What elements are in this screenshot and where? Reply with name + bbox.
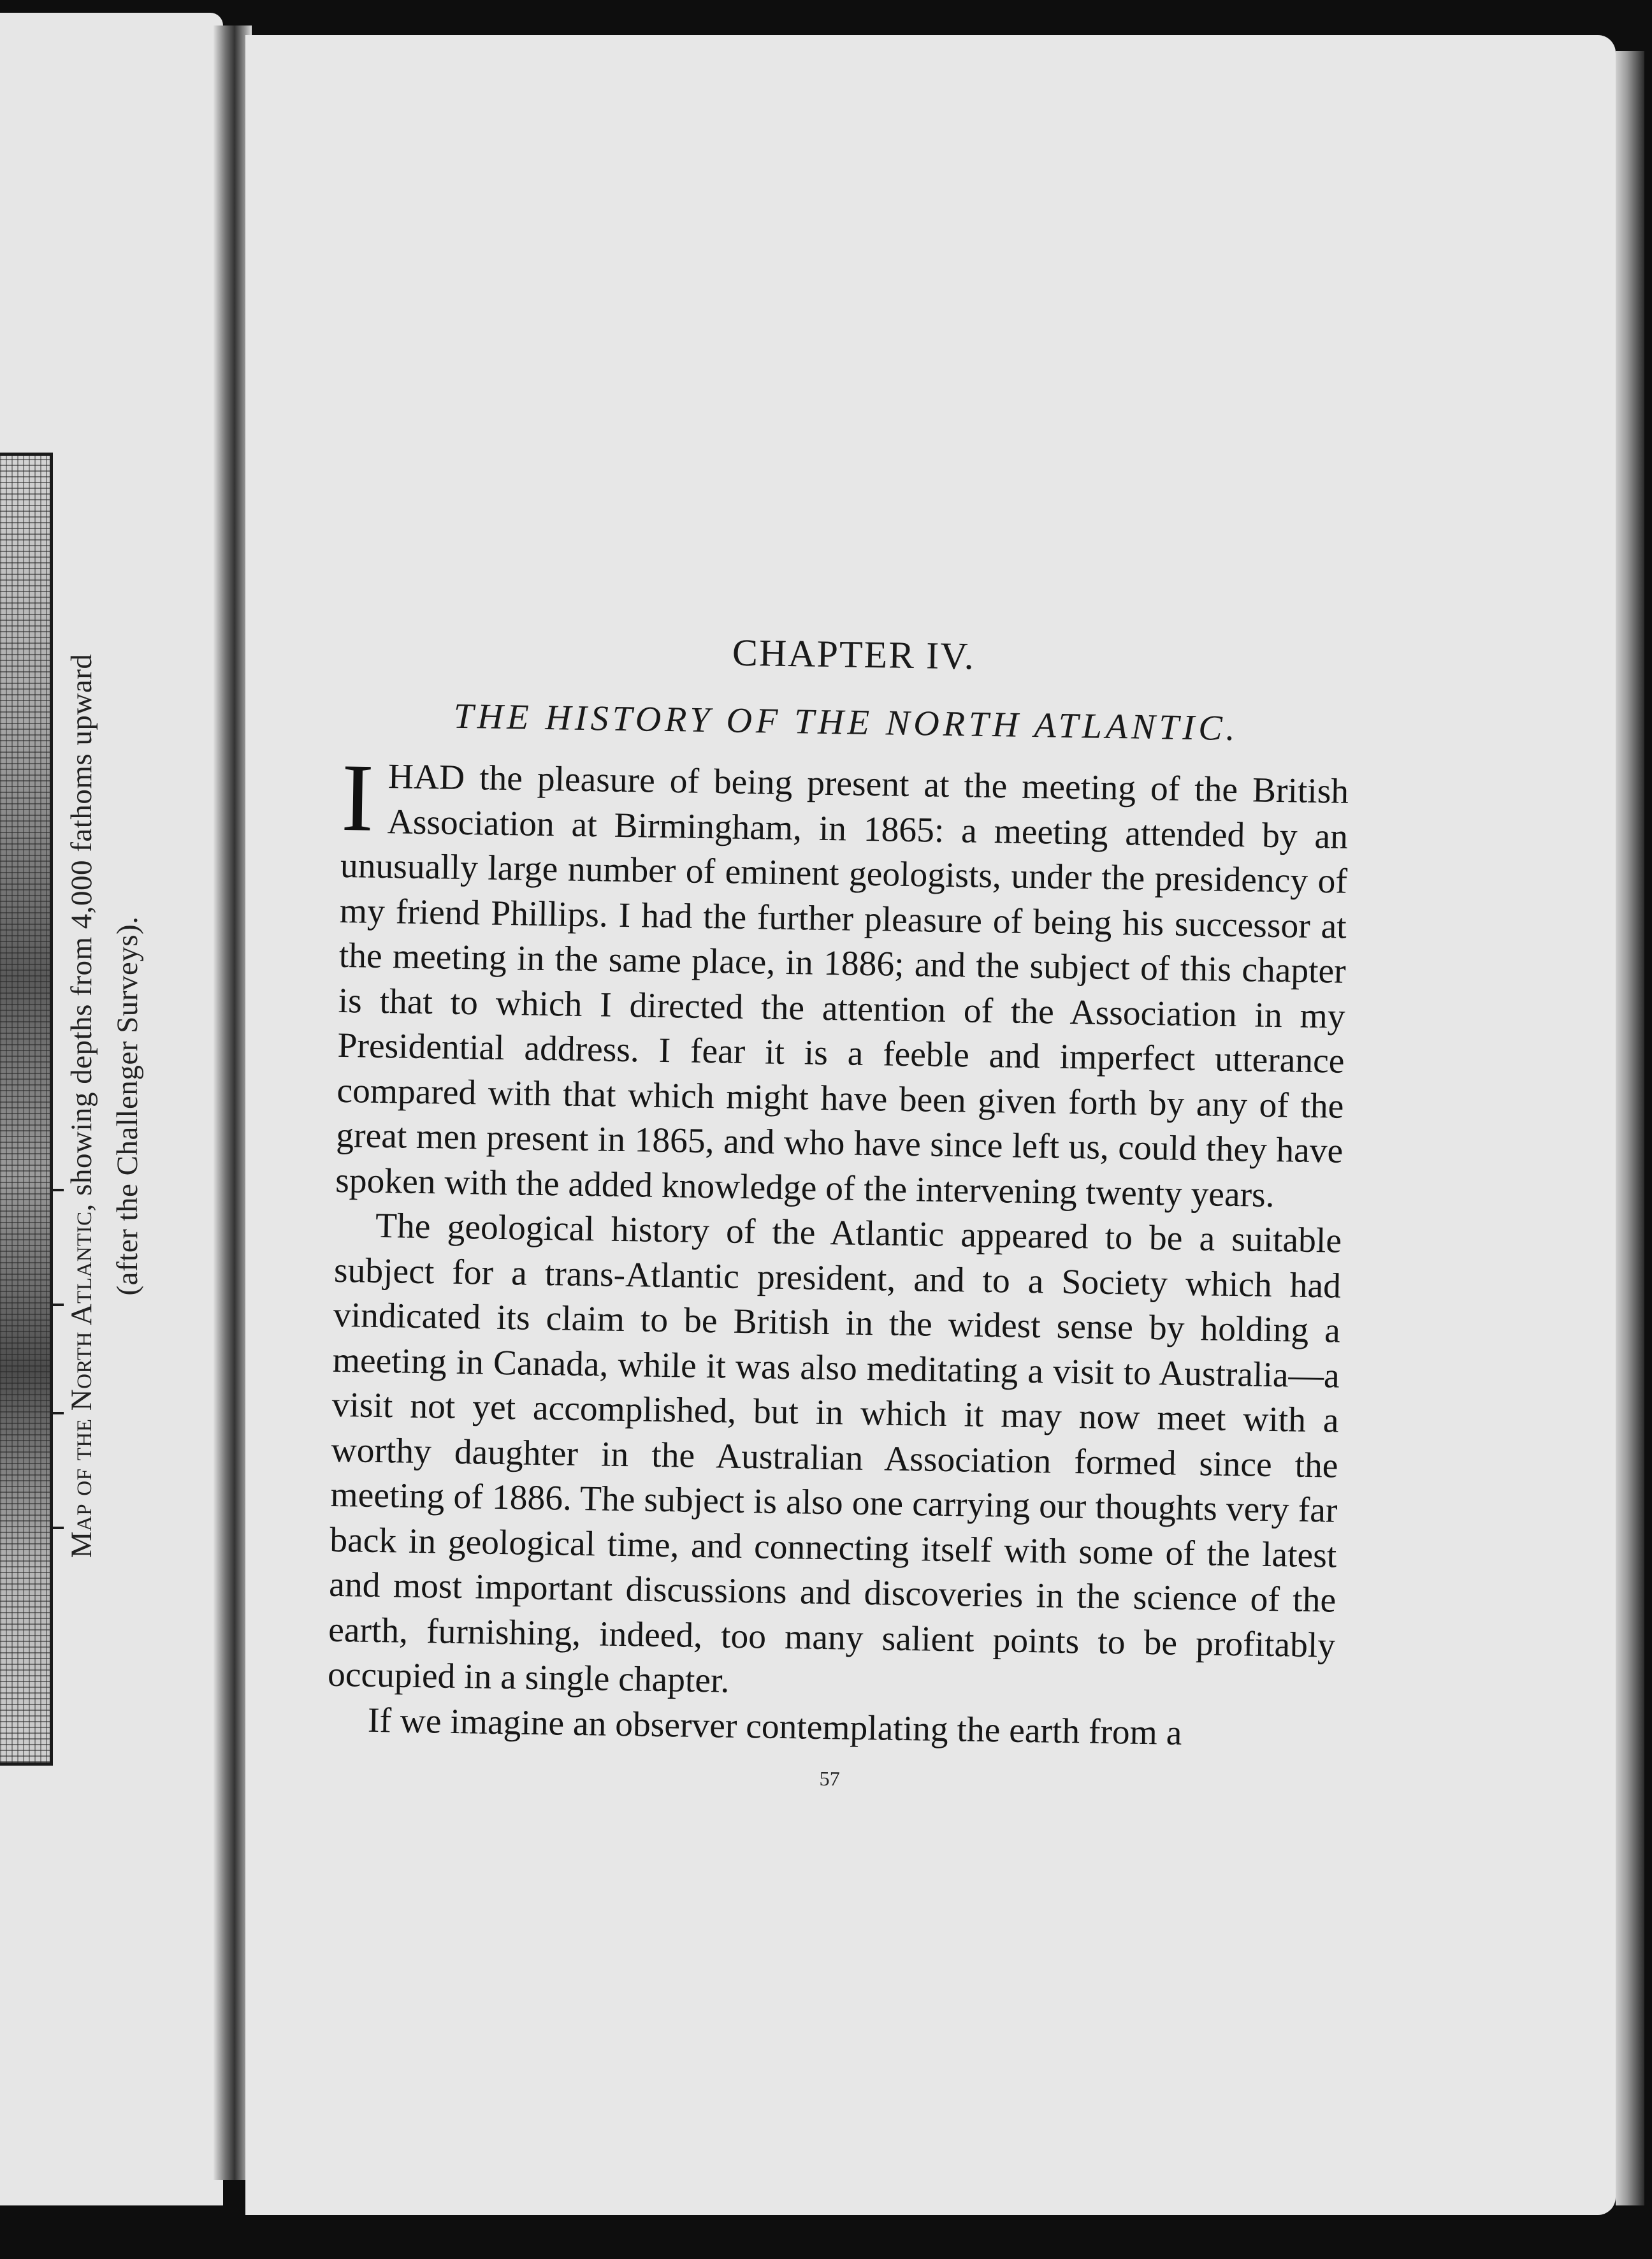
paragraph-1-text: HAD the pleasure of being present at the meeting of the British Association at Birmingham, in 1865: a meeting attended by an unusually large number of eminent geologists, under the presidency of my friend Phillips. I had the further pleasure of being his successor at the meeting in the same place, in 1886; and the subject of this chapter is that to which I directed the attention of the Association in my Presidential address. I fear it is a feeble and imperfect utterance compared with that which might have been given forth by any of the great men present in 1865, and who have since left us, could they have spoken with the added knowledge of the intervening twenty years. [335,757,1349,1215]
paragraph-3: If we imagine an observer contemplating the earth from a [367,1701,1182,1753]
paragraph-2: The geological history of the Atlantic appeared to be a suitable subject for a trans-Atlantic president, and to a Society which had vindicated its claim to be British in the widest sense by holding a meeting in Canada, while it was also meditating a visit to Australia—a visit not yet accomplished, but in which it may now meet with a worthy daughter in the Australian Association formed since the meeting of 1886. The subject is also one carrying our thoughts very far back in geological time, and connecting itself with some of the latest and most important discussions and discoveries in the science of the earth, furnishing, indeed, too many salient points to be profitably occupied in a single chapter. [327,1206,1342,1701]
drop-cap: I [340,743,375,852]
page-number: 57 [819,1766,840,1790]
map-caption-line-1 [59,580,105,1632]
chapter-number: CHAPTER IV. [732,631,976,678]
page-edge [1616,51,1644,2205]
chapter-text-block [326,625,1351,1799]
map-caption-line-2: (after the Challenger Surveys). [111,916,144,1296]
map-fragment-image [0,453,53,1766]
map-caption [59,580,150,1632]
map-caption-prefix: Map of the North Atlantic, [65,1203,98,1558]
left-page [0,13,223,2205]
paragraph-1 [335,743,1349,1219]
map-caption-rest: showing depths from 4,000 fathoms upward [65,653,98,1204]
chapter-title: THE HISTORY OF THE NORTH ATLANTIC. [453,696,1240,749]
